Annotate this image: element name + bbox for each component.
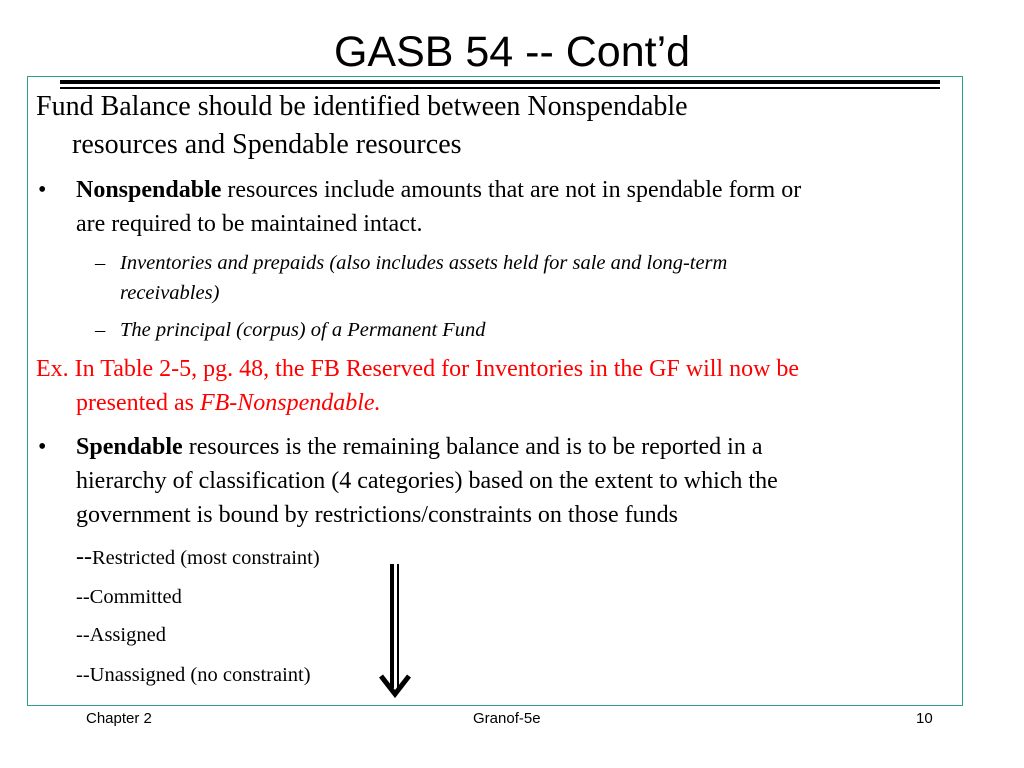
nonspendable-term: Nonspendable: [76, 177, 222, 203]
bullet-spendable: •: [38, 434, 47, 460]
spendable-line2: hierarchy of classification (4 categories) based on the extent to which the: [76, 468, 778, 494]
intro-text-line2: resources and Spendable resources: [72, 129, 462, 160]
spendable-line3: government is bound by restrictions/constraints on those funds: [76, 502, 678, 528]
nonspendable-rest: resources include amounts that are not in spendable form or: [221, 177, 802, 203]
example-prefix: presented as: [76, 390, 200, 416]
spendable-line1: [76, 430, 763, 464]
dash-sub2: –: [95, 319, 106, 341]
down-arrow-icon: [376, 560, 416, 700]
nonspendable-line1: [76, 173, 801, 207]
sub1-line2: receivables): [120, 282, 220, 304]
category-unassigned: --Unassigned (no constraint): [76, 664, 311, 686]
restricted-text: Restricted (most constraint): [91, 547, 320, 569]
restricted-prefix: --: [76, 544, 92, 570]
nonspendable-line2: are required to be maintained intact.: [76, 211, 423, 237]
dash-sub1: –: [95, 252, 106, 274]
example-italic: FB-Nonspendable.: [199, 390, 381, 416]
category-restricted: [76, 542, 320, 575]
footer-page-number: 10: [916, 710, 933, 727]
sub1-line1: Inventories and prepaids (also includes assets held for sale and long-term: [120, 252, 728, 274]
footer-chapter: Chapter 2: [86, 710, 152, 727]
category-assigned: --Assigned: [76, 624, 166, 646]
category-committed: --Committed: [76, 586, 182, 608]
bullet-nonspendable: •: [38, 177, 47, 203]
example-line1: Ex. In Table 2-5, pg. 48, the FB Reserved for Inventories in the GF will now be: [36, 356, 800, 382]
intro-text-line1: Fund Balance should be identified between Nonspendable: [36, 91, 688, 122]
spendable-term: Spendable: [76, 434, 183, 460]
spendable-rest: resources is the remaining balance and is to be reported in a: [182, 434, 763, 460]
slide-title: GASB 54 -- Cont’d: [333, 28, 691, 76]
sub2-line: The principal (corpus) of a Permanent Fund: [120, 319, 486, 341]
example-line2: [76, 386, 381, 420]
footer-source: Granof-5e: [473, 710, 541, 727]
